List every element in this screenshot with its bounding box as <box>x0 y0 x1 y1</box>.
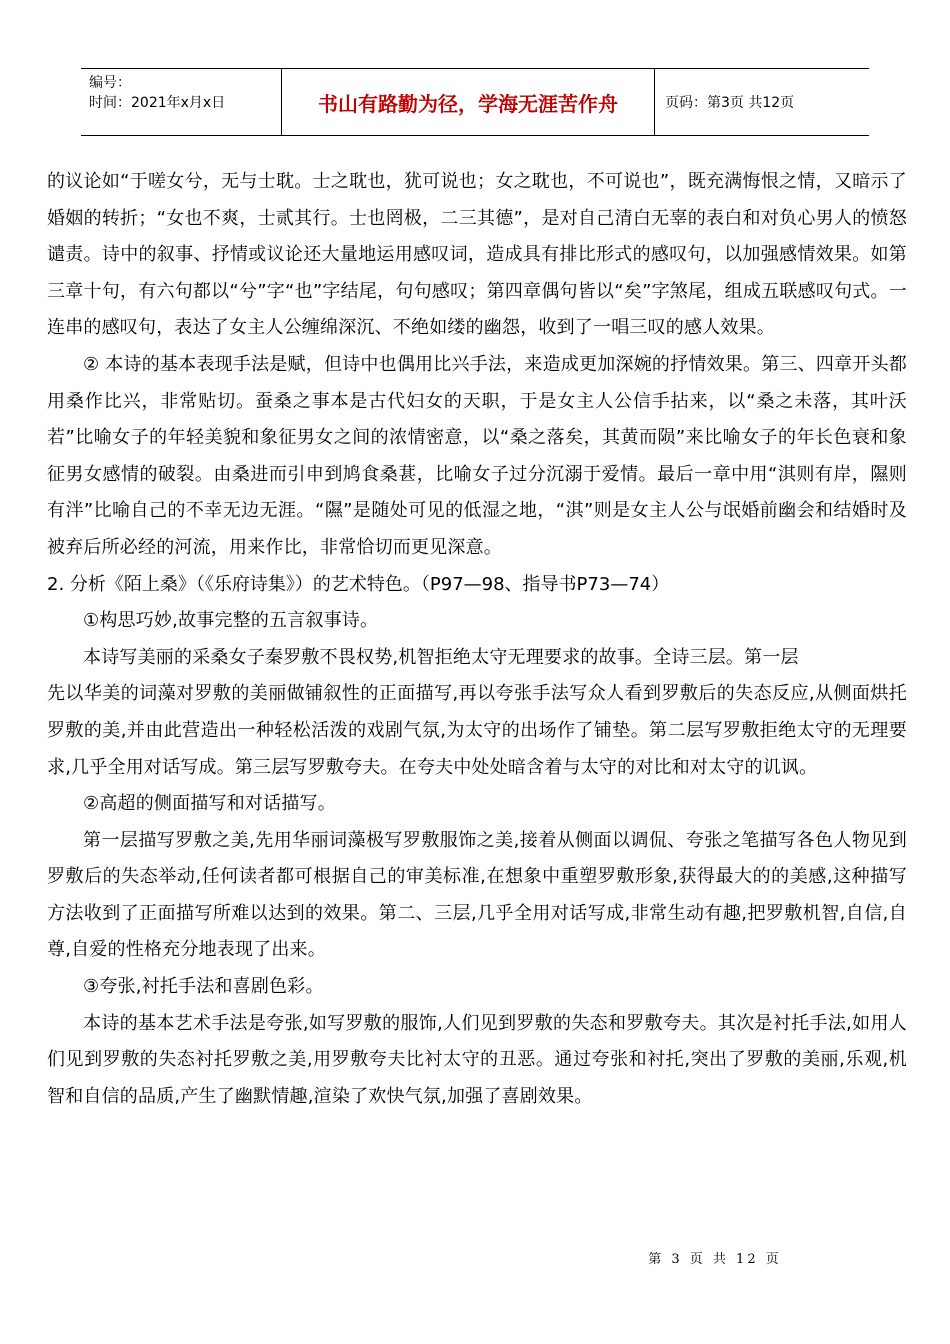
document-body <box>47 164 907 1115</box>
question-heading: 2. 分析《陌上桑》（《乐府诗集》）的艺术特色。（P97—98、指导书P73—74） <box>47 573 670 595</box>
paragraph: 本诗的基本艺术手法是夸张,如写罗敷的服饰,人们见到罗敷的失态和罗敷夸夫。其次是衬托手法,如用人们见到罗敷的失态衬托罗敷之美,用罗敷夸夫比衬太守的丑恶。通过夸张和衬托,突出了罗敷的美丽,乐观,机智和自信的品质,产生了幽默情趣,渲染了欢快气氛,加强了喜剧效果。 <box>47 1012 907 1107</box>
page-footer: 第 3 页 共 12 页 <box>648 1252 782 1267</box>
header-table <box>81 68 869 136</box>
header-meta <box>81 69 281 135</box>
paragraph: ② 本诗的基本表现手法是赋，但诗中也偶用比兴手法，来造成更加深婉的抒情效果。第三、四章开头都用桑作比兴，非常贴切。蚕桑之事本是古代妇女的天职，于是女主人公信手拈来，以“桑之未落，其叶沃若”比喻女子的年轻美貌和象征男女之间的浓情密意，以“桑之落矣，其黄而陨”来比喻女子的年长色衰和象征男女感情的破裂。由桑进而引申到鸠食桑葚，比喻女子过分沉溺于爱情。最后一章中用“淇则有岸，隰则有泮”比喻自己的不幸无边无涯。“隰”是随处可见的低湿之地，“淇”则是女主人公与氓婚前幽会和结婚时及被弃后所必经的河流，用来作比，非常恰切而更见深意。 <box>47 353 907 558</box>
paragraph: 的议论如“于嗟女兮，无与士耽。士之耽也，犹可说也；女之耽也，不可说也”，既充满悔恨之情，又暗示了婚姻的转折；“女也不爽，士贰其行。士也罔极，二三其德”，是对自己清白无辜的表白和对负心男人的愤怒谴责。诗中的叙事、抒情或议论还大量地运用感叹词，造成具有排比形式的感叹句，以加强感情效果。如第三章十句，有六句都以“兮”字“也”字结尾，句句感叹；第四章偶句皆以“矣”字煞尾，组成五联感叹句式。一连串的感叹句，表达了女主人公缠绵深沉、不绝如缕的幽怨，收到了一唱三叹的感人效果。 <box>47 171 907 339</box>
subheading: ①构思巧妙,故事完整的五言叙事诗。 <box>83 610 379 632</box>
subheading: ②高超的侧面描写和对话描写。 <box>83 793 336 815</box>
paragraph: 第一层描写罗敷之美,先用华丽词藻极写罗敷服饰之美,接着从侧面以调侃、夸张之笔描写各色人物见到罗敷后的失态举动,任何读者都可根据自己的审美标准,在想象中重塑罗敷形象,获得最大的的美感,这种描写方法收到了正面描写所难以达到的效果。第二、三层,几乎全用对话写成,非常生动有趣,把罗敷机智,自信,自尊,自爱的性格充分地表现了出来。 <box>47 829 907 961</box>
subheading: ③夸张,衬托手法和喜剧色彩。 <box>83 976 324 998</box>
number-label: 编号： <box>89 75 131 91</box>
header-page-info: 页码：第3页 共12页 <box>665 95 795 111</box>
time-label: 时间：2021年x月x日 <box>89 95 226 111</box>
paragraph: 本诗写美丽的采桑女子秦罗敷不畏权势,机智拒绝太守无理要求的故事。全诗三层。第一层 <box>83 646 799 668</box>
paragraph: 先以华美的词藻对罗敷的美丽做铺叙性的正面描写,再以夸张手法写众人看到罗敷后的失态反应,从侧面烘托罗敷的美,并由此营造出一种轻松活泼的戏剧气氛,为太守的出场作了铺垫。第二层写罗敷拒绝太守的无理要求,几乎全用对话写成。第三层写罗敷夸夫。在夸夫中处处暗含着与太守的对比和对太守的讥讽。 <box>47 683 907 778</box>
header-motto: 书山有路勤为径，学海无涯苦作舟 <box>281 69 655 135</box>
